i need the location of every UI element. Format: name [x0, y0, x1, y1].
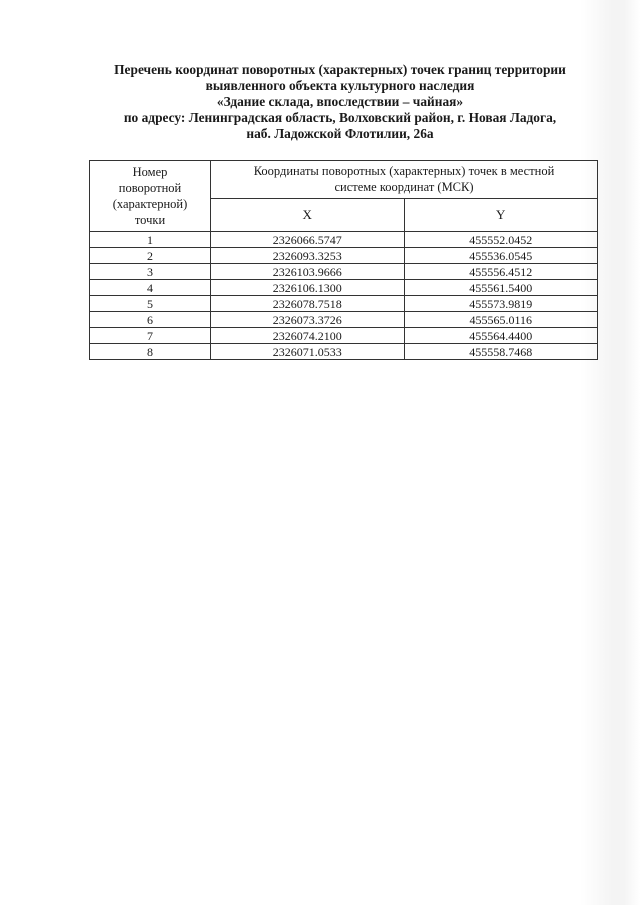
header-x: X [211, 198, 405, 231]
x-coordinate-cell: 2326071.0533 [211, 344, 405, 360]
y-coordinate-cell: 455564.4400 [404, 328, 598, 344]
table-body [90, 232, 598, 360]
table-row [90, 328, 598, 344]
point-number-cell: 2 [90, 248, 211, 264]
header-point-number [90, 161, 211, 232]
point-number-cell: 6 [90, 312, 211, 328]
table-row [90, 344, 598, 360]
header-point-line-1: Номер [132, 165, 168, 179]
table-row [90, 264, 598, 280]
y-coordinate-cell: 455552.0452 [404, 232, 598, 248]
point-number-cell: 7 [90, 328, 211, 344]
heading-line-3: «Здание склада, впоследствии – чайная» [216, 94, 464, 109]
header-group-line-1: Координаты поворотных (характерных) точек в местной [253, 164, 555, 179]
x-coordinate-cell: 2326103.9666 [211, 264, 405, 280]
header-y: Y [404, 198, 598, 231]
point-number-cell: 8 [90, 344, 211, 360]
x-coordinate-cell: 2326074.2100 [211, 328, 405, 344]
table-row [90, 232, 598, 248]
header-coordinates-group [211, 161, 598, 199]
x-coordinate-cell: 2326078.7518 [211, 296, 405, 312]
table-row [90, 296, 598, 312]
x-coordinate-cell: 2326106.1300 [211, 280, 405, 296]
header-point-line-3: (характерной) [112, 197, 188, 211]
y-coordinate-cell: 455565.0116 [404, 312, 598, 328]
heading-line-4: по адресу: Ленинградская область, Волховский район, г. Новая Ладога, [123, 110, 557, 125]
point-number-cell: 4 [90, 280, 211, 296]
heading-line-2: выявленного объекта культурного наследия [205, 78, 475, 93]
y-coordinate-cell: 455536.0545 [404, 248, 598, 264]
coordinates-table [89, 160, 598, 360]
x-coordinate-cell: 2326073.3726 [211, 312, 405, 328]
header-point-line-2: поворотной [118, 181, 182, 195]
y-coordinate-cell: 455556.4512 [404, 264, 598, 280]
point-number-cell: 5 [90, 296, 211, 312]
x-coordinate-cell: 2326093.3253 [211, 248, 405, 264]
point-number-cell: 3 [90, 264, 211, 280]
point-number-cell: 1 [90, 232, 211, 248]
header-group-line-2: системе координат (МСК) [334, 180, 474, 195]
heading-line-1: Перечень координат поворотных (характерных) точек границ территории [114, 62, 566, 77]
y-coordinate-cell: 455558.7468 [404, 344, 598, 360]
document-heading [80, 62, 600, 142]
y-coordinate-cell: 455561.5400 [404, 280, 598, 296]
table-row [90, 248, 598, 264]
y-coordinate-cell: 455573.9819 [404, 296, 598, 312]
table-row [90, 280, 598, 296]
header-point-line-4: точки [134, 213, 166, 227]
x-coordinate-cell: 2326066.5747 [211, 232, 405, 248]
heading-line-5: наб. Ладожской Флотилии, 26а [246, 126, 434, 141]
table-row [90, 312, 598, 328]
